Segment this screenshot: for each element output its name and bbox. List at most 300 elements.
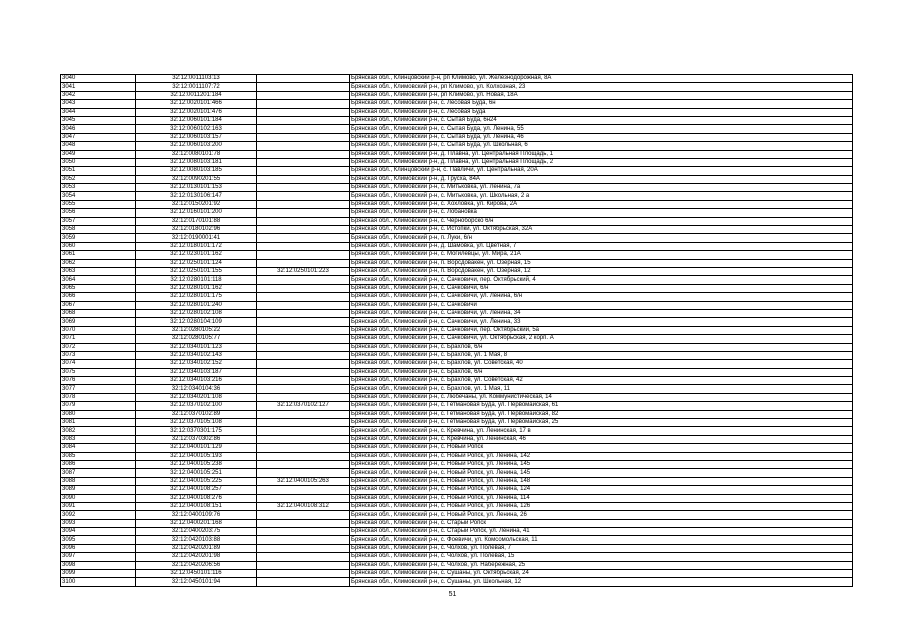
address-cell: Брянская обл., Климовский р-н, с. Чолхов, ул. Полевая, 15	[350, 553, 853, 561]
address-cell: Брянская обл., Климовский р-н, с. Брахлов, ул. Советская, 42	[350, 377, 853, 385]
address-cell: Брянская обл., Климовский р-н, с. Сачковичи, 6/н	[350, 284, 853, 292]
row-number-cell: 3082	[61, 427, 136, 435]
row-number-cell: 3076	[61, 377, 136, 385]
row-number-cell: 3040	[61, 75, 136, 83]
cadastral-number-cell: 32:12:0090201:55	[136, 175, 257, 183]
address-cell: Брянская обл., Климовский р-н, с. Сачковичи, пер. Октябрьский, 4	[350, 276, 853, 284]
previous-cadastral-number-cell	[257, 142, 350, 150]
address-cell: Брянская обл., Климовский р-н, с. Старый Ропск, ул. Ленина, 41	[350, 528, 853, 536]
address-cell: Брянская обл., Климовский р-н, с. Хохловка, ул. Кирова, 2А	[350, 200, 853, 208]
cadastral-number-cell: 32:12:0400105:238	[136, 460, 257, 468]
previous-cadastral-number-cell	[257, 75, 350, 83]
table-row	[61, 419, 853, 427]
address-cell: Брянская обл., Клинцовский р-н, с. Павличи, ул. Центральная, 20А	[350, 167, 853, 175]
row-number-cell: 3084	[61, 444, 136, 452]
address-cell: Брянская обл., Климовский р-н, с. Чолхов, ул. Набережная, 25	[350, 561, 853, 569]
row-number-cell: 3056	[61, 209, 136, 217]
row-number-cell: 3054	[61, 192, 136, 200]
row-number-cell: 3089	[61, 486, 136, 494]
previous-cadastral-number-cell	[257, 116, 350, 124]
address-cell: Брянская обл., Клинцовский р-н, рп Климово, ул. Железнодорожная, 8А	[350, 75, 853, 83]
previous-cadastral-number-cell	[257, 175, 350, 183]
table-row	[61, 502, 853, 510]
cadastral-number-cell: 32:12:0060103:200	[136, 142, 257, 150]
address-cell: Брянская обл., Климовский р-н, с. Чолхов, ул. Полевая, 7	[350, 544, 853, 552]
row-number-cell: 3075	[61, 368, 136, 376]
table-row	[61, 561, 853, 569]
previous-cadastral-number-cell	[257, 536, 350, 544]
cadastral-number-cell: 32:12:0340104:36	[136, 385, 257, 393]
previous-cadastral-number-cell	[257, 226, 350, 234]
cadastral-number-cell: 32:12:0230101:162	[136, 251, 257, 259]
address-cell: Брянская обл., Климовский р-н, с. Любечаны, ул. Коммунистическая, 14	[350, 393, 853, 401]
row-number-cell: 3087	[61, 469, 136, 477]
table-row	[61, 83, 853, 91]
address-cell: Брянская обл., Климовский р-н, с. Сытая Буда, 6н24	[350, 116, 853, 124]
address-cell: Брянская обл., Климовский р-н, с. Брахлов, ул. Советская, 40	[350, 360, 853, 368]
previous-cadastral-number-cell	[257, 335, 350, 343]
address-cell: Брянская обл., Климовский р-н, рп Климово, ул. Новая, 18А	[350, 91, 853, 99]
previous-cadastral-number-cell	[257, 125, 350, 133]
row-number-cell: 3045	[61, 116, 136, 124]
address-cell: Брянская обл., Климовский р-н, с. Новый Ропск, ул. Ленина, 145	[350, 460, 853, 468]
row-number-cell: 3057	[61, 217, 136, 225]
address-cell: Брянская обл., Климовский р-н, с. Гетмановая Буда, ул. Первомайская, 25	[350, 419, 853, 427]
table-row	[61, 486, 853, 494]
table-row	[61, 494, 853, 502]
address-cell: Брянская обл., Климовский р-н, с. Новый Ропск, ул. Ленина, 114	[350, 494, 853, 502]
cadastral-number-cell: 32:12:0340103:187	[136, 368, 257, 376]
row-number-cell: 3047	[61, 133, 136, 141]
row-number-cell: 3046	[61, 125, 136, 133]
address-cell: Брянская обл., Климовский р-н, с. Сушаны, ул. Школьная, 12	[350, 578, 853, 586]
address-cell: Брянская обл., Климовский р-н, с. Новый Ропск, ул. Ленина, 126	[350, 502, 853, 510]
table-row	[61, 410, 853, 418]
previous-cadastral-number-cell: 32:12:0400105:263	[257, 477, 350, 485]
row-number-cell: 3099	[61, 570, 136, 578]
row-number-cell: 3096	[61, 544, 136, 552]
table-row	[61, 511, 853, 519]
address-cell: Брянская обл., Климовский р-н, с. Новый Ропск, ул. Ленина, 124	[350, 486, 853, 494]
page-number: 51	[448, 591, 457, 598]
address-cell: Брянская обл., Климовский р-н, с. Сушаны, ул. Октябрьская, 24	[350, 570, 853, 578]
address-cell: Брянская обл., Климовский р-н, с. Кревчина, ул. Ленинская, 17 в	[350, 427, 853, 435]
previous-cadastral-number-cell	[257, 553, 350, 561]
table-row	[61, 335, 853, 343]
row-number-cell: 3064	[61, 276, 136, 284]
row-number-cell: 3068	[61, 309, 136, 317]
previous-cadastral-number-cell	[257, 184, 350, 192]
cadastral-number-cell: 32:12:0130101:153	[136, 184, 257, 192]
cadastral-number-cell: 32:12:0420206:56	[136, 561, 257, 569]
table-row	[61, 469, 853, 477]
table-row	[61, 125, 853, 133]
row-number-cell: 3069	[61, 318, 136, 326]
row-number-cell: 3085	[61, 452, 136, 460]
table-row	[61, 435, 853, 443]
cadastral-number-cell: 32:12:0280105:22	[136, 326, 257, 334]
row-number-cell: 3063	[61, 267, 136, 275]
address-cell: Брянская обл., Климовский р-н, с. Митьковка, ул. Школьная, 2 а	[350, 192, 853, 200]
previous-cadastral-number-cell	[257, 150, 350, 158]
cadastral-number-cell: 32:12:0011201:184	[136, 91, 257, 99]
table-row	[61, 267, 853, 275]
address-cell: Брянская обл., Климовский р-н, д. Плавна, ул. Центральная Площадь, 2	[350, 158, 853, 166]
table-row	[61, 578, 853, 586]
previous-cadastral-number-cell	[257, 83, 350, 91]
previous-cadastral-number-cell	[257, 419, 350, 427]
previous-cadastral-number-cell	[257, 511, 350, 519]
table-row	[61, 192, 853, 200]
previous-cadastral-number-cell	[257, 217, 350, 225]
cadastral-number-cell: 32:12:0150201:92	[136, 200, 257, 208]
row-number-cell: 3044	[61, 108, 136, 116]
address-cell: Брянская обл., Климовский р-н, с. Гетмановая Буда, ул. Первомайская, 82	[350, 410, 853, 418]
table-row	[61, 377, 853, 385]
table-row	[61, 360, 853, 368]
previous-cadastral-number-cell	[257, 251, 350, 259]
table-row	[61, 116, 853, 124]
table-row	[61, 452, 853, 460]
row-number-cell: 3095	[61, 536, 136, 544]
table-row	[61, 519, 853, 527]
cadastral-number-cell: 32:12:0280104:109	[136, 318, 257, 326]
row-number-cell: 3070	[61, 326, 136, 334]
address-cell: Брянская обл., Климовский р-н, с. Гетмановая Буда, ул. Первомайская, 61	[350, 402, 853, 410]
table-row	[61, 133, 853, 141]
address-cell: Брянская обл., Климовский р-н, п. Ворсдовакен, ул. Озерная, 12	[350, 267, 853, 275]
row-number-cell: 3067	[61, 301, 136, 309]
row-number-cell: 3086	[61, 460, 136, 468]
row-number-cell: 3092	[61, 511, 136, 519]
cadastral-number-cell: 32:12:0280101:240	[136, 301, 257, 309]
table-row	[61, 309, 853, 317]
previous-cadastral-number-cell	[257, 360, 350, 368]
table-row	[61, 100, 853, 108]
previous-cadastral-number-cell	[257, 309, 350, 317]
cadastral-number-cell: 32:12:0020101:476	[136, 108, 257, 116]
table-row	[61, 402, 853, 410]
table-row	[61, 158, 853, 166]
table-row	[61, 544, 853, 552]
address-cell: Брянская обл., Климовский р-н, с. Брахлов, ул. 1 Мая, 8	[350, 351, 853, 359]
table-row	[61, 536, 853, 544]
row-number-cell: 3048	[61, 142, 136, 150]
cadastral-number-cell: 32:12:0340102:143	[136, 351, 257, 359]
row-number-cell: 3071	[61, 335, 136, 343]
previous-cadastral-number-cell	[257, 242, 350, 250]
table-row	[61, 91, 853, 99]
table-row	[61, 301, 853, 309]
address-cell: Брянская обл., Климовский р-н, с. Сачковичи, ул. Октябрьская, 2 корп. А	[350, 335, 853, 343]
address-cell: Брянская обл., Климовский р-н, с. Лесовая Буда	[350, 108, 853, 116]
row-number-cell: 3074	[61, 360, 136, 368]
row-number-cell: 3072	[61, 343, 136, 351]
previous-cadastral-number-cell: 32:12:0250101:223	[257, 267, 350, 275]
row-number-cell: 3041	[61, 83, 136, 91]
cadastral-number-cell: 32:12:0250101:155	[136, 267, 257, 275]
table-row	[61, 234, 853, 242]
cadastral-number-cell: 32:12:0011103:13	[136, 75, 257, 83]
row-number-cell: 3094	[61, 528, 136, 536]
row-number-cell: 3083	[61, 435, 136, 443]
row-number-cell: 3042	[61, 91, 136, 99]
cadastral-number-cell: 32:12:0060102:163	[136, 125, 257, 133]
table-row	[61, 226, 853, 234]
table-row	[61, 393, 853, 401]
address-cell: Брянская обл., Климовский р-н, с. Сачковичи, ул. Ленина, 34	[350, 309, 853, 317]
cadastral-number-cell: 32:12:0450101:116	[136, 570, 257, 578]
previous-cadastral-number-cell	[257, 167, 350, 175]
previous-cadastral-number-cell	[257, 528, 350, 536]
previous-cadastral-number-cell	[257, 494, 350, 502]
row-number-cell: 3061	[61, 251, 136, 259]
table-row	[61, 217, 853, 225]
row-number-cell: 3077	[61, 385, 136, 393]
previous-cadastral-number-cell: 32:12:0400108:312	[257, 502, 350, 510]
cadastral-number-cell: 32:12:0080103:185	[136, 167, 257, 175]
table-row	[61, 444, 853, 452]
cadastral-number-cell: 32:12:0400108:276	[136, 494, 257, 502]
address-cell: Брянская обл., Климовский р-н, с. Лесовая Буда, 6н	[350, 100, 853, 108]
address-cell: Брянская обл., Климовский р-н, д. Грусха, 84А	[350, 175, 853, 183]
address-cell: Брянская обл., Климовский р-н, с. Сачковичи, ул. Ленина, 6/н	[350, 293, 853, 301]
previous-cadastral-number-cell	[257, 410, 350, 418]
cadastral-number-cell: 32:12:0280102:108	[136, 309, 257, 317]
cadastral-number-cell: 32:12:0160101:200	[136, 209, 257, 217]
previous-cadastral-number-cell	[257, 209, 350, 217]
row-number-cell: 3078	[61, 393, 136, 401]
address-cell: Брянская обл., Климовский р-н, с. Брахлов, ул. 1 Мая, 11	[350, 385, 853, 393]
address-cell: Брянская обл., Климовский р-н, с. Сачковичи, пер. Октябрьский, 5а	[350, 326, 853, 334]
table-row	[61, 200, 853, 208]
address-cell: Брянская обл., Климовский р-н, с. Митьковка, ул. Ленина, 7а	[350, 184, 853, 192]
previous-cadastral-number-cell	[257, 570, 350, 578]
cadastral-number-cell: 32:12:0250101:124	[136, 259, 257, 267]
previous-cadastral-number-cell	[257, 284, 350, 292]
address-cell: Брянская обл., Климовский р-н, с. Сачковичи, ул. Ленина, 33	[350, 318, 853, 326]
address-cell: Брянская обл., Климовский р-н, с. Фоевичи, ул. Комсомольская, 11	[350, 536, 853, 544]
row-number-cell: 3100	[61, 578, 136, 586]
table-row	[61, 142, 853, 150]
cadastral-number-cell: 32:12:0420103:88	[136, 536, 257, 544]
address-cell: Брянская обл., Климовский р-н, с. Сачковичи	[350, 301, 853, 309]
address-cell: Брянская обл., Климовский р-н, с. Новый Ропск, ул. Ленина, 142	[350, 452, 853, 460]
cadastral-number-cell: 32:12:0080101:78	[136, 150, 257, 158]
previous-cadastral-number-cell	[257, 91, 350, 99]
previous-cadastral-number-cell	[257, 519, 350, 527]
previous-cadastral-number-cell	[257, 427, 350, 435]
table-row	[61, 75, 853, 83]
row-number-cell: 3055	[61, 200, 136, 208]
cadastral-number-cell: 32:12:0280101:118	[136, 276, 257, 284]
previous-cadastral-number-cell	[257, 192, 350, 200]
table-row	[61, 343, 853, 351]
cadastral-number-cell: 32:12:0170101:88	[136, 217, 257, 225]
cadastral-number-cell: 32:12:0280105:77	[136, 335, 257, 343]
row-number-cell: 3059	[61, 234, 136, 242]
previous-cadastral-number-cell	[257, 393, 350, 401]
address-cell: Брянская обл., Климовский р-н, д. Шамовка, ул. Цветная, 7	[350, 242, 853, 250]
table-row	[61, 385, 853, 393]
row-number-cell: 3062	[61, 259, 136, 267]
previous-cadastral-number-cell	[257, 108, 350, 116]
table-row	[61, 293, 853, 301]
row-number-cell: 3049	[61, 150, 136, 158]
table-row	[61, 251, 853, 259]
previous-cadastral-number-cell	[257, 276, 350, 284]
property-table	[60, 74, 853, 587]
table-row	[61, 209, 853, 217]
table-row	[61, 528, 853, 536]
address-cell: Брянская обл., Климовский р-н, с. Старый Ропск	[350, 519, 853, 527]
cadastral-number-cell: 32:12:0280101:162	[136, 284, 257, 292]
previous-cadastral-number-cell	[257, 486, 350, 494]
previous-cadastral-number-cell	[257, 158, 350, 166]
address-cell: Брянская обл., Климовский р-н, д. Плавна, ул. Центральная Площадь, 1	[350, 150, 853, 158]
table-row	[61, 108, 853, 116]
cadastral-number-cell: 32:12:0370302:86	[136, 435, 257, 443]
row-number-cell: 3066	[61, 293, 136, 301]
table-row	[61, 553, 853, 561]
previous-cadastral-number-cell	[257, 544, 350, 552]
cadastral-number-cell: 32:12:0180101:172	[136, 242, 257, 250]
address-cell: Брянская обл., Климовский р-н, с. Брахлов, 6/н	[350, 368, 853, 376]
cadastral-number-cell: 32:12:0130106:147	[136, 192, 257, 200]
table-row	[61, 318, 853, 326]
address-cell: Брянская обл., Климовский р-н, с. Новый Ропск, ул. Ленина, 145	[350, 469, 853, 477]
row-number-cell: 3098	[61, 561, 136, 569]
cadastral-number-cell: 32:12:0020101:466	[136, 100, 257, 108]
row-number-cell: 3058	[61, 226, 136, 234]
address-cell: Брянская обл., Климовский р-н, п. Луки, 6/н	[350, 234, 853, 242]
table-row	[61, 167, 853, 175]
address-cell: Брянская обл., Климовский р-н, с. Новый Ропск	[350, 444, 853, 452]
previous-cadastral-number-cell: 32:12:0370102:127	[257, 402, 350, 410]
previous-cadastral-number-cell	[257, 444, 350, 452]
cadastral-number-cell: 32:12:0340201:108	[136, 393, 257, 401]
previous-cadastral-number-cell	[257, 351, 350, 359]
cadastral-number-cell: 32:12:0400105:251	[136, 469, 257, 477]
table-row	[61, 460, 853, 468]
table-row	[61, 368, 853, 376]
table-row	[61, 284, 853, 292]
previous-cadastral-number-cell	[257, 469, 350, 477]
cadastral-number-cell: 32:12:0400109:76	[136, 511, 257, 519]
row-number-cell: 3053	[61, 184, 136, 192]
cadastral-number-cell: 32:12:0011107:72	[136, 83, 257, 91]
previous-cadastral-number-cell	[257, 385, 350, 393]
row-number-cell: 3091	[61, 502, 136, 510]
table-row	[61, 570, 853, 578]
cadastral-number-cell: 32:12:0060103:157	[136, 133, 257, 141]
cadastral-number-cell: 32:12:0340103:216	[136, 377, 257, 385]
previous-cadastral-number-cell	[257, 578, 350, 586]
cadastral-number-cell: 32:12:0400108:257	[136, 486, 257, 494]
address-cell: Брянская обл., Климовский р-н, п. Ворсдовакен, ул. Озерная, 15	[350, 259, 853, 267]
row-number-cell: 3097	[61, 553, 136, 561]
previous-cadastral-number-cell	[257, 326, 350, 334]
cadastral-number-cell: 32:12:0400105:193	[136, 452, 257, 460]
cadastral-number-cell: 32:12:0370102:100	[136, 402, 257, 410]
previous-cadastral-number-cell	[257, 368, 350, 376]
address-cell: Брянская обл., Климовский р-н, с. Сытая Буда, ул. Школьная, 6	[350, 142, 853, 150]
cadastral-number-cell: 32:12:0180102:96	[136, 226, 257, 234]
table-row	[61, 184, 853, 192]
previous-cadastral-number-cell	[257, 200, 350, 208]
previous-cadastral-number-cell	[257, 435, 350, 443]
table-row	[61, 427, 853, 435]
address-cell: Брянская обл., Климовский р-н, с. Лобановка	[350, 209, 853, 217]
previous-cadastral-number-cell	[257, 452, 350, 460]
table-row	[61, 150, 853, 158]
row-number-cell: 3079	[61, 402, 136, 410]
cadastral-number-cell: 32:12:0340101:123	[136, 343, 257, 351]
cadastral-number-cell: 32:12:0370102:89	[136, 410, 257, 418]
previous-cadastral-number-cell	[257, 460, 350, 468]
row-number-cell: 3052	[61, 175, 136, 183]
address-cell: Брянская обл., Климовский р-н, с. Сытая Буда, ул. Ленина, 55	[350, 125, 853, 133]
address-cell: Брянская обл., Климовский р-н, с. Новый Ропск, ул. Ленина, 148	[350, 477, 853, 485]
cadastral-number-cell: 32:12:0400105:225	[136, 477, 257, 485]
address-cell: Брянская обл., Климовский р-н, рп Климово, ул. Колхозная, 23	[350, 83, 853, 91]
previous-cadastral-number-cell	[257, 318, 350, 326]
table-row	[61, 351, 853, 359]
table-row	[61, 477, 853, 485]
address-cell: Брянская обл., Климовский р-н, с. Истопки, ул. Октябрьская, 32А	[350, 226, 853, 234]
row-number-cell: 3050	[61, 158, 136, 166]
cadastral-number-cell: 32:12:0370301:175	[136, 427, 257, 435]
previous-cadastral-number-cell	[257, 301, 350, 309]
row-number-cell: 3060	[61, 242, 136, 250]
cadastral-number-cell: 32:12:0080103:181	[136, 158, 257, 166]
table-row	[61, 259, 853, 267]
row-number-cell: 3081	[61, 419, 136, 427]
cadastral-number-cell: 32:12:0420201:98	[136, 553, 257, 561]
table-row	[61, 175, 853, 183]
address-cell: Брянская обл., Климовский р-н, с. Новый Ропск, ул. Ленина, 26	[350, 511, 853, 519]
cadastral-number-cell: 32:12:0400101:129	[136, 444, 257, 452]
row-number-cell: 3051	[61, 167, 136, 175]
cadastral-number-cell: 32:12:0190001:41	[136, 234, 257, 242]
previous-cadastral-number-cell	[257, 293, 350, 301]
cadastral-number-cell: 32:12:0060101:184	[136, 116, 257, 124]
row-number-cell: 3090	[61, 494, 136, 502]
cadastral-number-cell: 32:12:0450101:94	[136, 578, 257, 586]
previous-cadastral-number-cell	[257, 343, 350, 351]
address-cell: Брянская обл., Климовский р-н, с. Брахлов, 6/н	[350, 343, 853, 351]
row-number-cell: 3088	[61, 477, 136, 485]
address-cell: Брянская обл., Климовский р-н, с. Могилевцы, ул. Мира, 21А	[350, 251, 853, 259]
row-number-cell: 3073	[61, 351, 136, 359]
cadastral-number-cell: 32:12:0400203:75	[136, 528, 257, 536]
address-cell: Брянская обл., Климовский р-н, с. Сытая Буда, ул. Ленина, 46	[350, 133, 853, 141]
previous-cadastral-number-cell	[257, 234, 350, 242]
cadastral-number-cell: 32:12:0280101:175	[136, 293, 257, 301]
row-number-cell: 3065	[61, 284, 136, 292]
previous-cadastral-number-cell	[257, 561, 350, 569]
cadastral-number-cell: 32:12:0420201:89	[136, 544, 257, 552]
table-row	[61, 326, 853, 334]
cadastral-number-cell: 32:12:0400201:168	[136, 519, 257, 527]
cadastral-number-cell: 32:12:0340102:152	[136, 360, 257, 368]
row-number-cell: 3043	[61, 100, 136, 108]
property-table-body	[61, 75, 853, 587]
address-cell: Брянская обл., Климовский р-н, с. Черноборско 6/н	[350, 217, 853, 225]
previous-cadastral-number-cell	[257, 133, 350, 141]
cadastral-number-cell: 32:12:0370105:108	[136, 419, 257, 427]
previous-cadastral-number-cell	[257, 377, 350, 385]
